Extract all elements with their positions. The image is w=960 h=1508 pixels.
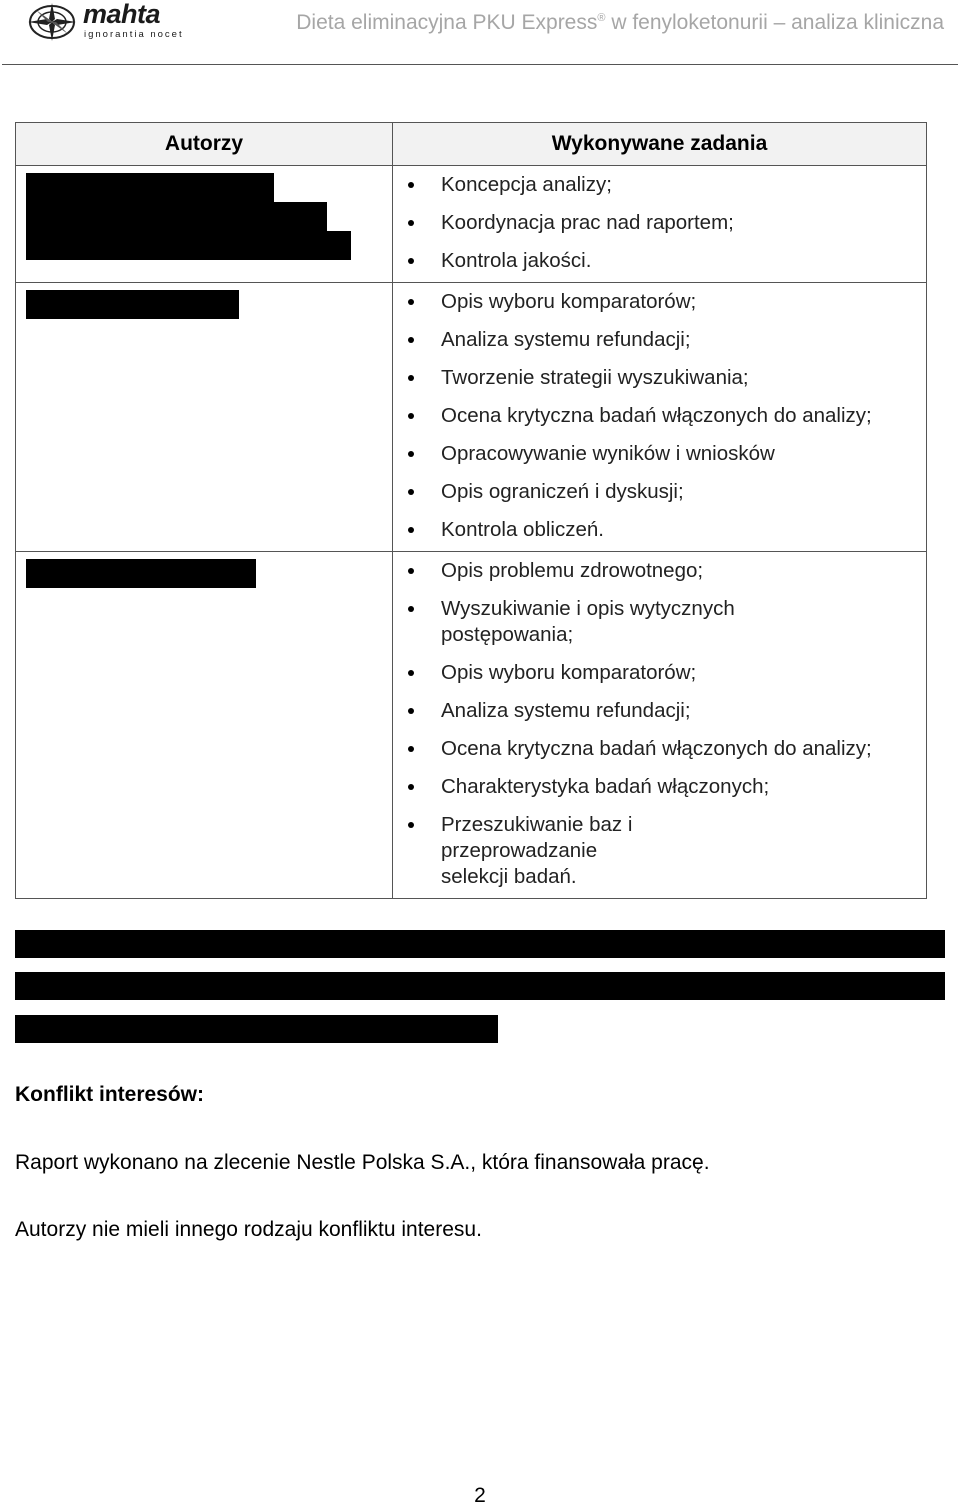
list-item: Opracowywanie wyników i wniosków [393,441,926,467]
tasks-cell [393,283,927,552]
table-row [16,283,927,552]
list-item: Kontrola jakości. [393,248,926,274]
list-item: Opis problemu zdrowotnego; [393,558,926,584]
list-item: Analiza systemu refundacji; [393,327,926,353]
conflict-of-interest-heading: Konflikt interesów: [15,1083,205,1106]
redaction-bar [26,559,256,588]
no-conflict-statement: Autorzy nie mieli innego rodzaju konfliktu interesu. [15,1218,482,1241]
compass-rose-icon [26,2,78,42]
author-cell [16,283,393,552]
tasks-cell [393,166,927,283]
tasks-cell [393,552,927,899]
task-list [393,166,926,282]
page-number: 2 [474,1484,486,1507]
table-row [16,552,927,899]
redaction-bar [26,173,274,202]
task-list [393,283,926,551]
redaction-bar [15,1015,498,1043]
list-item: Ocena krytyczna badań włączonych do analizy; [393,736,926,762]
title-tail: w fenyloketonurii – analiza kliniczna [605,11,944,34]
author-cell [16,166,393,283]
list-item: Tworzenie strategii wyszukiwania; [393,365,926,391]
authors-table [15,122,927,899]
table-header-row [16,123,927,166]
list-item: Opis wyboru komparatorów; [393,660,926,686]
title-main: Dieta eliminacyjna PKU Express [296,11,598,34]
list-item: Charakterystyka badań włączonych; [393,774,926,800]
page-header [0,0,960,66]
redaction-bar [15,972,945,1000]
header-divider [2,64,958,65]
logo-wordmark: mahta [83,0,161,29]
task-list [393,552,926,898]
list-item: Wyszukiwanie i opis wytycznych postępowania; [393,596,771,648]
tasks-column-header: Wykonywane zadania [393,123,927,166]
list-item: Ocena krytyczna badań włączonych do analizy; [393,403,926,429]
author-cell [16,552,393,899]
list-item: Analiza systemu refundacji; [393,698,926,724]
redaction-bar [26,290,239,319]
registered-mark: ® [597,12,606,24]
redaction-bar [26,202,327,231]
document-title [296,11,944,35]
list-item: Przeszukiwanie baz i przeprowadzanie selekcji badań. [393,812,641,890]
table-row [16,166,927,283]
list-item: Koordynacja prac nad raportem; [393,210,926,236]
logo-tagline: ignorantia nocet [84,29,184,40]
mahta-logo [26,2,196,42]
authors-column-header: Autorzy [16,123,393,166]
list-item: Opis ograniczeń i dyskusji; [393,479,926,505]
list-item: Kontrola obliczeń. [393,517,926,543]
redaction-bar [26,231,351,260]
redaction-bar [15,930,945,958]
list-item: Opis wyboru komparatorów; [393,289,926,315]
funding-statement: Raport wykonano na zlecenie Nestle Polska S.A., która finansowała pracę. [15,1151,710,1174]
list-item: Koncepcja analizy; [393,172,926,198]
